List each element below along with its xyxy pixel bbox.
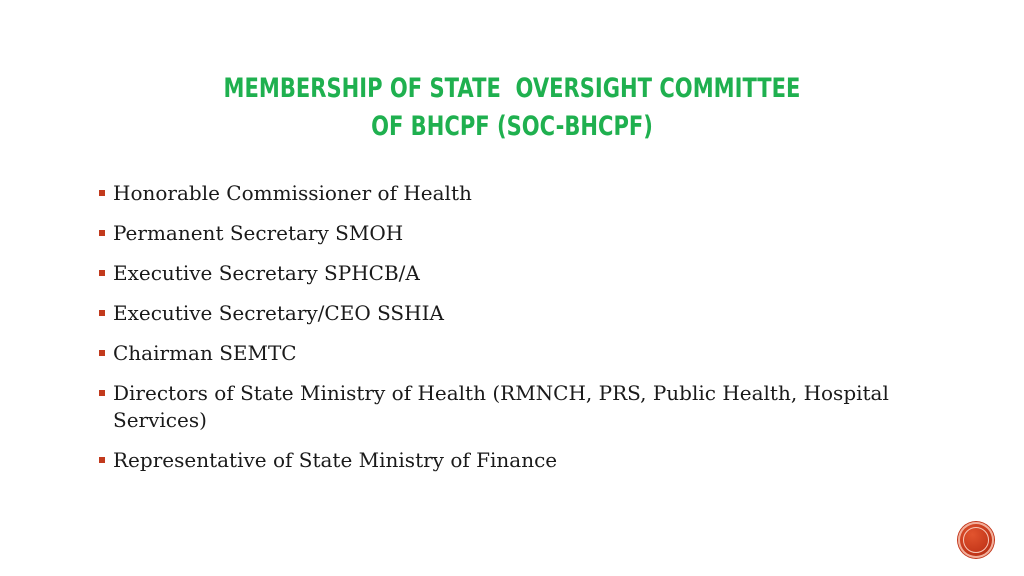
slide-title: MEMBERSHIP OF STATE OVERSIGHT COMMITTEE OF BHCPF (SOC-BHCPF) [223,73,808,142]
slide-number-badge-icon [958,522,994,558]
bullet-text: Representative of State Ministry of Finance [113,448,558,472]
bullet-text: Permanent Secretary SMOH [113,221,404,245]
square-bullet-icon [99,190,105,196]
badge-ring [963,527,989,553]
bullet-text: Directors of State Ministry of Health (RMNCH, PRS, Public Health, Hospital Services) [113,381,889,432]
bullet-item-permanent-secretary [96,220,916,247]
bullet-item-executive-secretary-sphcb [96,260,916,287]
bullet-item-directors [96,380,916,434]
bullet-item-executive-secretary-sshia [96,300,916,327]
bullet-item-representative-finance [96,447,916,474]
bullet-text: Executive Secretary/CEO SSHIA [113,301,444,325]
bullet-list [96,180,916,487]
square-bullet-icon [99,230,105,236]
bullet-text: Honorable Commissioner of Health [113,181,472,205]
bullet-item-chairman-semtc [96,340,916,367]
square-bullet-icon [99,350,105,356]
bullet-text: Executive Secretary SPHCB/A [113,261,420,285]
bullet-text: Chairman SEMTC [113,341,297,365]
square-bullet-icon [99,390,105,396]
square-bullet-icon [99,310,105,316]
bullet-item-commissioner [96,180,916,207]
square-bullet-icon [99,270,105,276]
square-bullet-icon [99,457,105,463]
